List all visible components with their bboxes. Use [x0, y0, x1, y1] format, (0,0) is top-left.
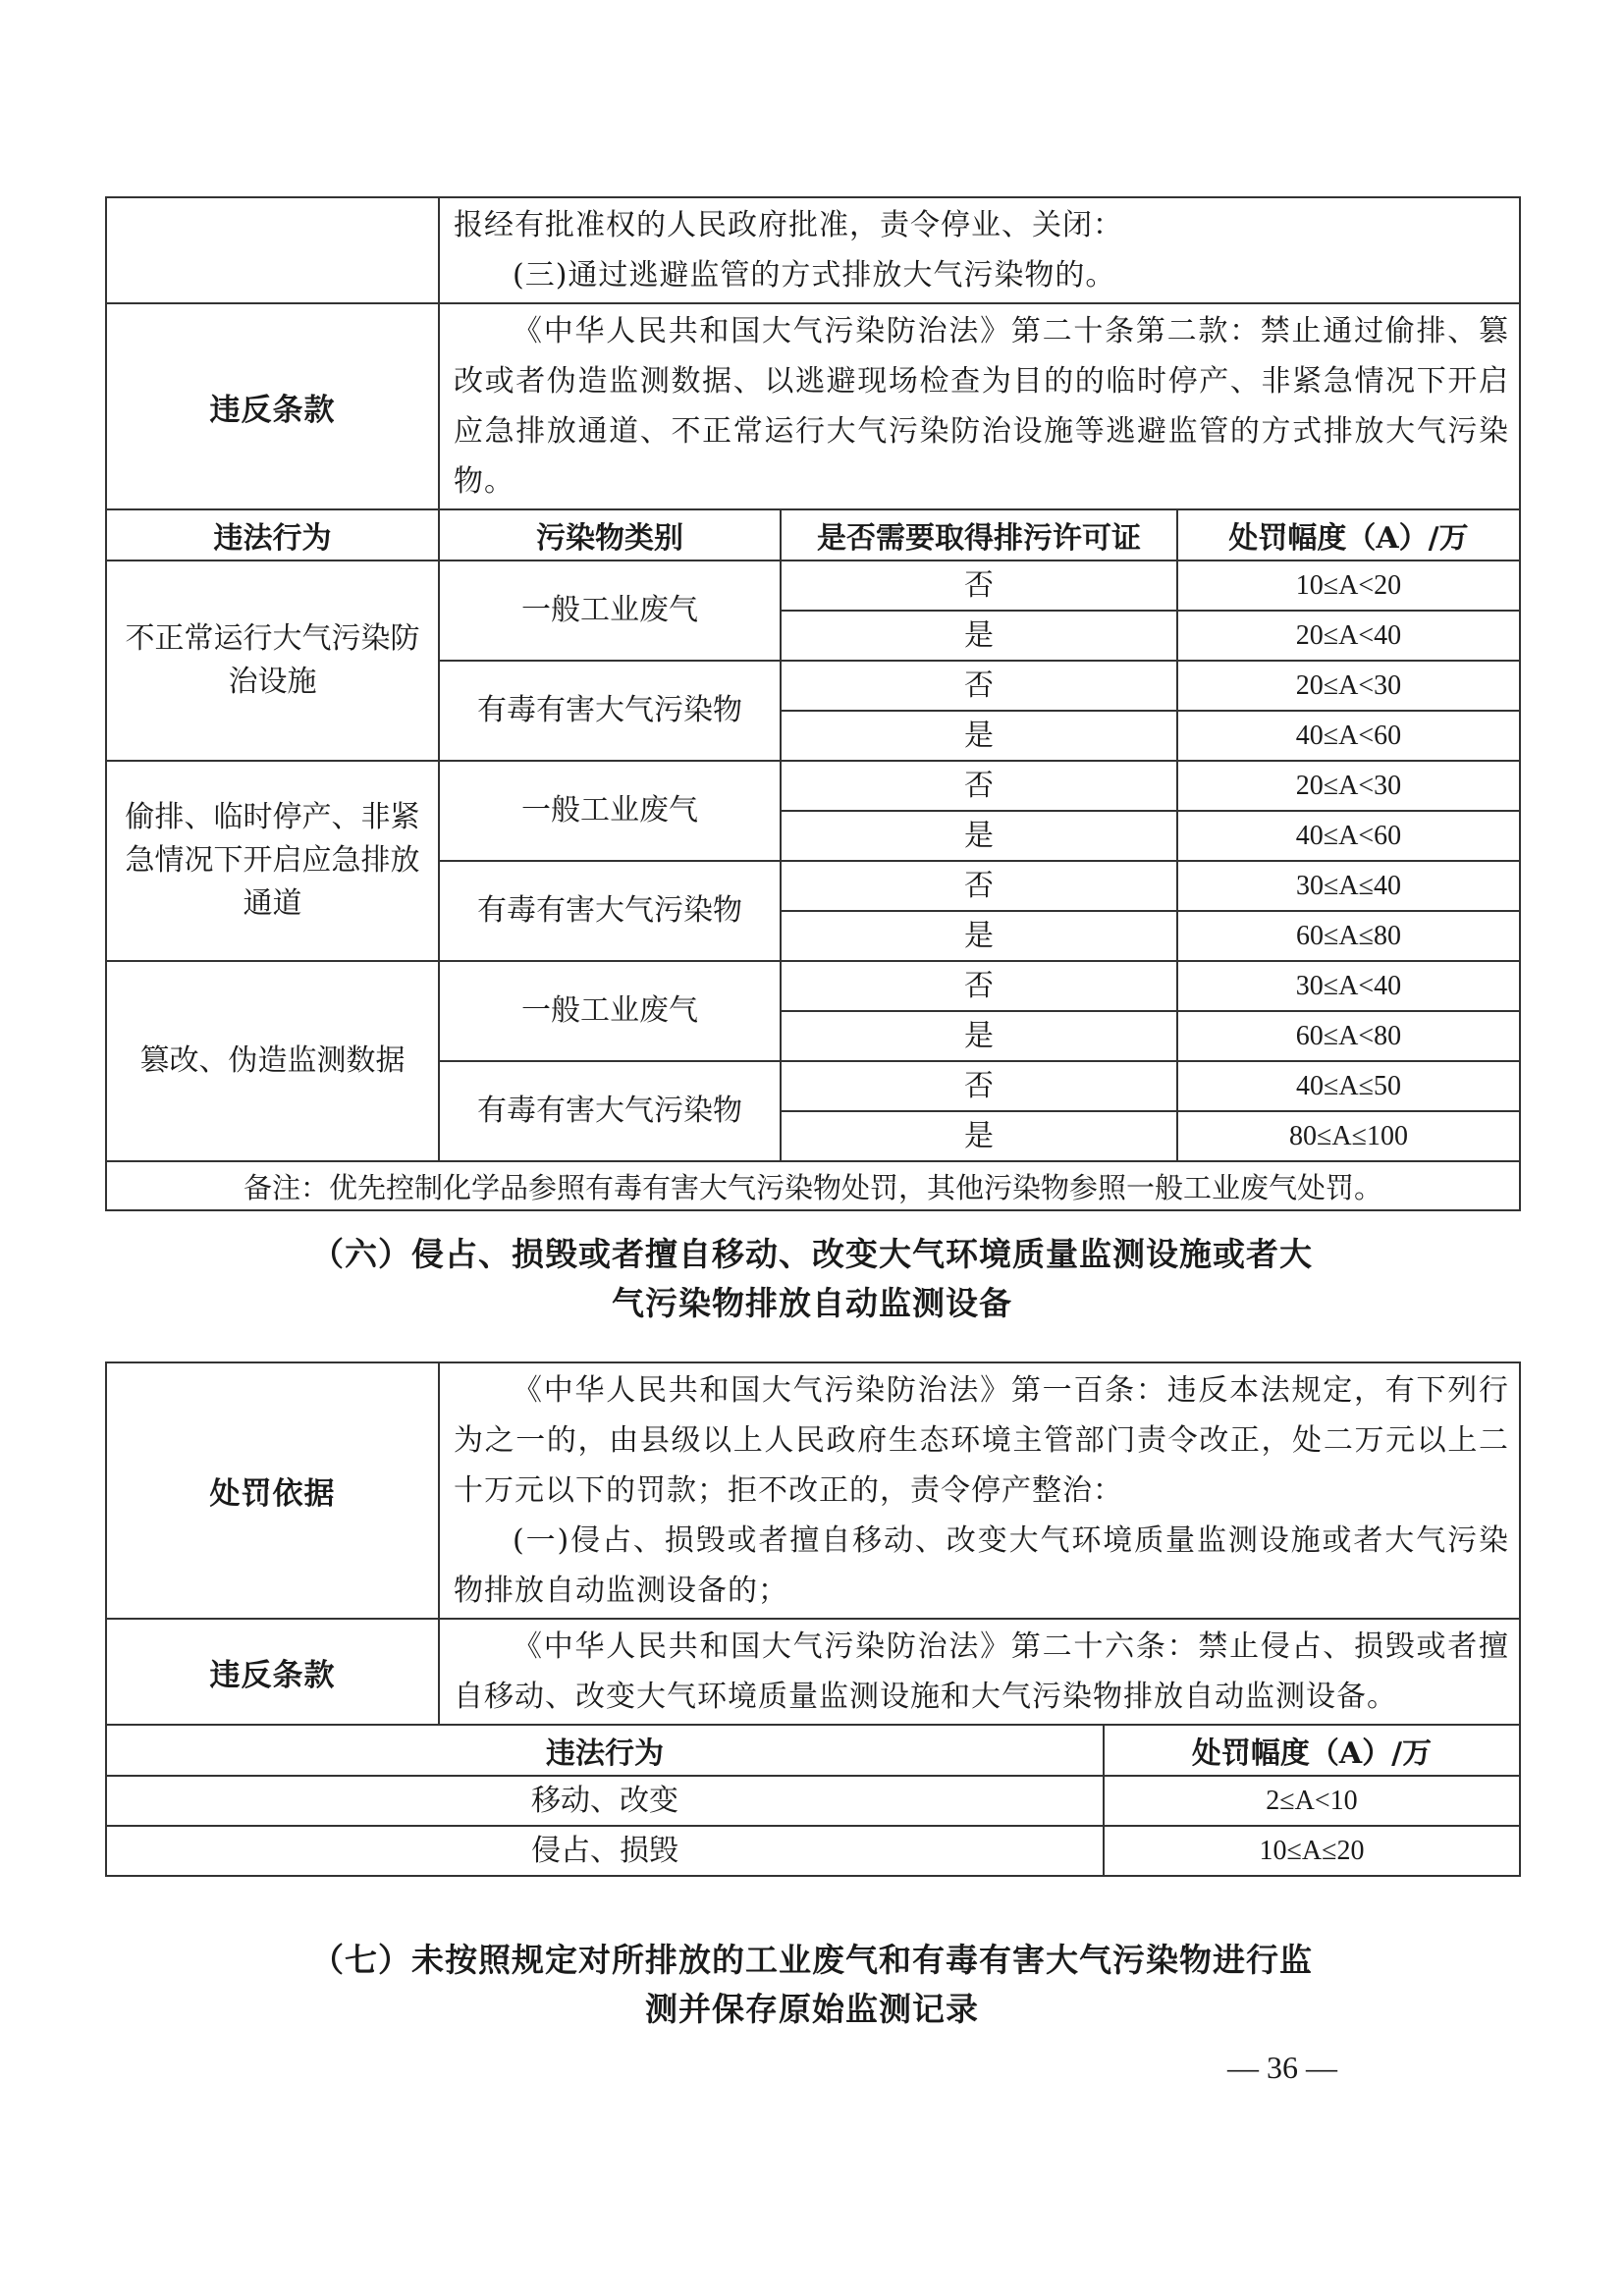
table-row	[106, 1826, 1520, 1876]
permit-cell: 否	[781, 1061, 1177, 1111]
category-cell: 有毒有害大气污染物	[439, 1061, 781, 1161]
behavior-cell: 侵占、损毁	[106, 1826, 1104, 1876]
permit-cell: 否	[781, 761, 1177, 811]
behavior-cell: 偷排、临时停产、非紧急情况下开启应急排放通道	[106, 761, 439, 961]
continued-line-1: 报经有批准权的人民政府批准，责令停业、关闭：	[454, 208, 1123, 242]
category-cell: 一般工业废气	[439, 561, 781, 661]
permit-cell: 是	[781, 711, 1177, 761]
violation-clause-text	[439, 1619, 1520, 1725]
penalty-basis-para-2: (一)侵占、损毁或者擅自移动、改变大气环境质量监测设施或者大气污染物排放自动监测设备的；	[454, 1523, 1509, 1608]
range-cell: 10≤A≤20	[1104, 1826, 1520, 1876]
penalty-basis-text	[439, 1362, 1520, 1619]
permit-cell: 是	[781, 911, 1177, 961]
permit-cell: 是	[781, 1111, 1177, 1161]
continued-line-2: (三)通过逃避监管的方式排放大气污染物的。	[513, 258, 1116, 293]
table-row	[106, 961, 1520, 1011]
violation-clause-label: 违反条款	[106, 1619, 439, 1725]
header-behavior: 违法行为	[106, 1725, 1104, 1776]
range-cell: 40≤A≤50	[1177, 1061, 1520, 1111]
range-cell: 80≤A≤100	[1177, 1111, 1520, 1161]
section-heading-6-line-2: 气污染物排放自动监测设备	[612, 1284, 1012, 1322]
continued-row	[106, 197, 1520, 303]
range-cell: 20≤A<40	[1177, 611, 1520, 661]
section-heading-6	[105, 1230, 1519, 1328]
penalty-table-section6	[105, 1362, 1521, 1877]
permit-cell: 否	[781, 861, 1177, 911]
permit-cell: 否	[781, 961, 1177, 1011]
penalty-basis-row	[106, 1362, 1520, 1619]
header-permit: 是否需要取得排污许可证	[781, 509, 1177, 561]
penalty-basis-label: 处罚依据	[106, 1362, 439, 1619]
continued-row-text	[439, 197, 1520, 303]
table-note: 备注：优先控制化学品参照有毒有害大气污染物处罚，其他污染物参照一般工业废气处罚。	[106, 1161, 1520, 1210]
table-row	[106, 561, 1520, 611]
range-cell: 60≤A<80	[1177, 1011, 1520, 1061]
permit-cell: 是	[781, 1011, 1177, 1061]
permit-cell: 否	[781, 561, 1177, 611]
violation-clause-text	[439, 303, 1520, 509]
violation-clause-row	[106, 303, 1520, 509]
header-range: 处罚幅度（A）/万	[1104, 1725, 1520, 1776]
table-row	[106, 1776, 1520, 1826]
permit-cell: 是	[781, 611, 1177, 661]
section-heading-6-line-1: （六）侵占、损毁或者擅自移动、改变大气环境质量监测设施或者大	[311, 1235, 1313, 1273]
header-behavior: 违法行为	[106, 509, 439, 561]
category-cell: 有毒有害大气污染物	[439, 661, 781, 761]
penalty-table-section5	[105, 196, 1521, 1211]
range-cell: 2≤A<10	[1104, 1776, 1520, 1826]
section-heading-7-line-1: （七）未按照规定对所排放的工业废气和有毒有害大气污染物进行监	[311, 1941, 1313, 1979]
range-cell: 10≤A<20	[1177, 561, 1520, 611]
violation-clause-row	[106, 1619, 1520, 1725]
range-cell: 40≤A<60	[1177, 711, 1520, 761]
range-cell: 20≤A<30	[1177, 761, 1520, 811]
header-range: 处罚幅度（A）/万	[1177, 509, 1520, 561]
range-cell: 40≤A<60	[1177, 811, 1520, 861]
permit-cell: 否	[781, 661, 1177, 711]
section-heading-7	[105, 1936, 1519, 2034]
category-cell: 一般工业废气	[439, 961, 781, 1061]
continued-row-label	[106, 197, 439, 303]
category-cell: 一般工业废气	[439, 761, 781, 861]
behavior-cell: 移动、改变	[106, 1776, 1104, 1826]
permit-cell: 是	[781, 811, 1177, 861]
header-category: 污染物类别	[439, 509, 781, 561]
range-cell: 30≤A≤40	[1177, 861, 1520, 911]
category-cell: 有毒有害大气污染物	[439, 861, 781, 961]
violation-clause-paragraph: 《中华人民共和国大气污染防治法》第二十条第二款：禁止通过偷排、篡改或者伪造监测数据、以逃避现场检查为目的的临时停产、非紧急情况下开启应急排放通道、不正常运行大气污染防治设施等逃避监管的方式排放大气污染物。	[454, 314, 1509, 499]
range-cell: 20≤A<30	[1177, 661, 1520, 711]
section-heading-7-line-2: 测并保存原始监测记录	[645, 1990, 979, 2028]
penalty-basis-para-1: 《中华人民共和国大气污染防治法》第一百条：违反本法规定，有下列行为之一的，由县级以上人民政府生态环境主管部门责令改正，处二万元以上二十万元以下的罚款；拒不改正的，责令停产整治：	[454, 1373, 1509, 1508]
behavior-cell: 篡改、伪造监测数据	[106, 961, 439, 1161]
table-header-row	[106, 1725, 1520, 1776]
range-cell: 60≤A≤80	[1177, 911, 1520, 961]
page-number: — 36 —	[1227, 2050, 1337, 2085]
table-header-row	[106, 509, 1520, 561]
range-cell: 30≤A<40	[1177, 961, 1520, 1011]
note-row	[106, 1161, 1520, 1210]
behavior-cell: 不正常运行大气污染防治设施	[106, 561, 439, 761]
table-row	[106, 761, 1520, 811]
violation-clause-label: 违反条款	[106, 303, 439, 509]
violation-clause-paragraph: 《中华人民共和国大气污染防治法》第二十六条：禁止侵占、损毁或者擅自移动、改变大气环境质量监测设施和大气污染物排放自动监测设备。	[454, 1629, 1509, 1714]
